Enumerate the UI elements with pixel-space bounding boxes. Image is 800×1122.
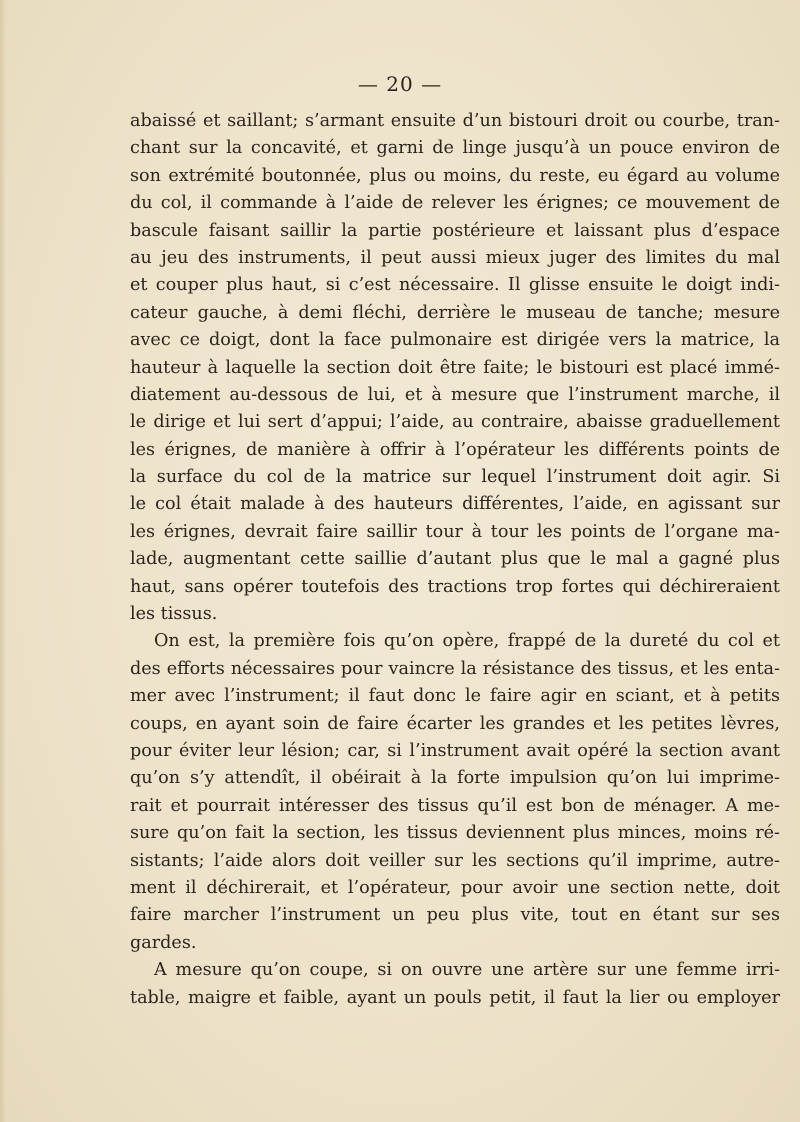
text-line: bascule faisant saillir la partie postérieure et laissant plus d’espace [130,220,780,241]
text-line: et couper plus haut, si c’est nécessaire. Il glisse ensuite le doigt indi- [130,275,780,296]
text-line: le dirige et lui sert d’appui; l’aide, au contraire, abaisse graduellement [130,412,780,433]
text-line: sistants; l’aide alors doit veiller sur les sections qu’il imprime, autre- [130,850,780,871]
body-text [130,108,780,1012]
text-line: table, maigre et faible, ayant un pouls petit, il faut la lier ou employer [130,987,780,1008]
text-line: au jeu des instruments, il peut aussi mieux juger des limites du mal [130,247,780,268]
text-line: rait et pourrait intéresser des tissus qu’il est bon de ménager. A me- [130,795,780,816]
text-line: haut, sans opérer toutefois des tractions trop fortes qui déchireraient [130,576,780,597]
text-line: avec ce doigt, dont la face pulmonaire est dirigée vers la matrice, la [130,330,780,351]
text-line: qu’on s’y attendît, il obéirait à la forte impulsion qu’on lui imprime- [130,768,780,789]
text-line: les érignes, devrait faire saillir tour à tour les points de l’organe ma- [130,521,780,542]
text-line: son extrémité boutonnée, plus ou moins, du reste, eu égard au volume [130,165,780,186]
text-line: faire marcher l’instrument un peu plus vite, tout en étant sur ses [130,905,780,926]
text-line: On est, la première fois qu’on opère, frappé de la dureté du col et [154,631,780,652]
text-line: gardes. [130,932,197,953]
text-line: cateur gauche, à demi fléchi, derrière le museau de tanche; mesure [130,302,780,323]
text-line: coups, en ayant soin de faire écarter les grandes et les petites lèvres, [130,713,780,734]
page-number: — 20 — [357,72,443,96]
text-line: ment il déchirerait, et l’opérateur, pour avoir une section nette, doit [130,877,780,898]
text-line: du col, il commande à l’aide de relever les érignes; ce mouvement de [130,193,780,214]
text-line: mer avec l’instrument; il faut donc le faire agir en sciant, et à petits [130,686,780,707]
text-line: la surface du col de la matrice sur lequel l’instrument doit agir. Si [130,467,780,488]
page-edge-shadow [0,0,6,1122]
text-line: des efforts nécessaires pour vaincre la résistance des tissus, et les enta- [130,658,780,679]
text-line: lade, augmentant cette saillie d’autant plus que le mal a gagné plus [130,549,780,570]
text-line: les tissus. [130,604,218,625]
text-line: le col était malade à des hauteurs différentes, l’aide, en agissant sur [130,494,780,515]
text-line: diatement au-dessous de lui, et à mesure que l’instrument marche, il [130,384,780,405]
text-line: hauteur à laquelle la section doit être faite; le bistouri est placé immé- [130,357,780,378]
text-line: les érignes, de manière à offrir à l’opérateur les différents points de [130,439,780,460]
text-line: sure qu’on fait la section, les tissus deviennent plus minces, moins ré- [130,823,780,844]
text-line: abaissé et saillant; s’armant ensuite d’un bistouri droit ou courbe, tran- [130,111,780,131]
text-line: pour éviter leur lésion; car, si l’instrument avait opéré la section avant [130,740,780,761]
text-line: chant sur la concavité, et garni de linge jusqu’à un pouce environ de [130,138,780,159]
text-line: A mesure qu’on coupe, si on ouvre une artère sur une femme irri- [154,960,780,981]
